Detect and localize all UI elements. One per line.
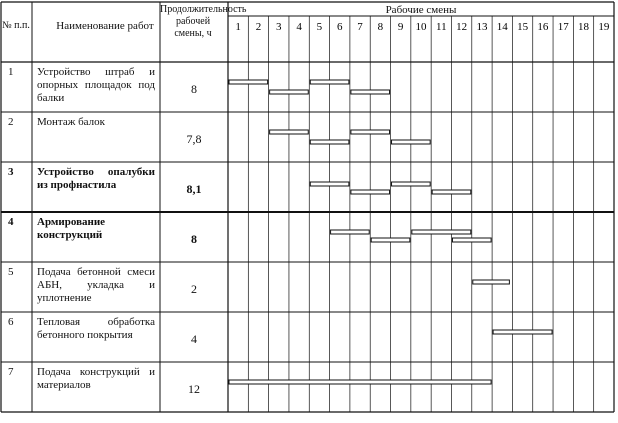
schedule-bar: [270, 130, 309, 134]
duration-value: 7,8: [186, 132, 202, 146]
shift-number: 10: [415, 21, 427, 33]
work-name: Устройство штраб и опорных площадок под балки: [37, 66, 155, 104]
shift-number: 16: [537, 21, 549, 33]
shift-number: 5: [316, 21, 323, 33]
row-number: 2: [8, 116, 14, 128]
work-name: Армирование конструкций: [37, 216, 106, 241]
shift-number: 4: [296, 21, 302, 33]
shift-number: 19: [598, 21, 610, 33]
shift-number: 9: [397, 21, 404, 33]
work-name: Подача конструкций и материалов: [37, 366, 155, 391]
work-name: Монтаж балок: [37, 116, 105, 128]
schedule-bar: [310, 80, 349, 84]
shift-number: 17: [557, 21, 569, 33]
shift-number: 15: [517, 21, 529, 33]
row-number: 1: [8, 66, 14, 78]
row-number: 4: [8, 216, 14, 228]
header-shifts: Рабочие смены: [385, 4, 457, 16]
shift-number: 8: [377, 21, 384, 33]
shift-number: 12: [456, 21, 468, 33]
header-name: Наименование работ: [56, 20, 154, 32]
row-number: 3: [8, 166, 14, 178]
shift-number: 11: [436, 21, 447, 33]
schedule-bar: [229, 80, 268, 84]
row-number: 5: [8, 266, 14, 278]
shift-number: 1: [235, 21, 241, 33]
duration-value: 8: [191, 232, 197, 246]
shift-number: 13: [476, 21, 488, 33]
schedule-bar: [310, 182, 349, 186]
shift-number: 6: [336, 21, 343, 33]
row-number: 7: [8, 366, 14, 378]
duration-value: 8,1: [186, 182, 202, 196]
schedule-bar: [351, 190, 390, 194]
work-name: Подача бетонной смеси АБН, укладка и уплотнение: [37, 266, 155, 304]
shift-number: 2: [255, 21, 262, 33]
schedule-bar: [452, 238, 491, 242]
shift-number: 3: [276, 21, 282, 33]
schedule-bar: [310, 140, 349, 144]
schedule-bar: [229, 380, 491, 384]
duration-value: 12: [188, 382, 200, 396]
schedule-bar: [473, 280, 510, 284]
duration-value: 4: [191, 332, 197, 346]
duration-value: 2: [191, 282, 197, 296]
schedule-bar: [351, 130, 390, 134]
duration-value: 8: [191, 82, 197, 96]
schedule-bar: [392, 140, 431, 144]
schedule-bar: [412, 230, 471, 234]
shift-number: 7: [357, 21, 363, 33]
shift-number: 18: [578, 21, 590, 33]
work-name: Тепловая обработка бетонного покрытия: [37, 316, 155, 341]
shift-number: 14: [496, 21, 508, 33]
schedule-bar: [371, 238, 410, 242]
schedule-bar: [331, 230, 370, 234]
schedule-bar: [432, 190, 471, 194]
schedule-bar: [392, 182, 431, 186]
schedule-bar: [493, 330, 552, 334]
header-number: № п.п.: [2, 20, 30, 31]
schedule-bar: [270, 90, 309, 94]
row-number: 6: [8, 316, 14, 328]
header-duration: Продолжительность рабочей смены, ч: [160, 4, 247, 39]
schedule-bar: [351, 90, 390, 94]
work-name: Устройство опалубки из профнастила: [37, 166, 155, 191]
